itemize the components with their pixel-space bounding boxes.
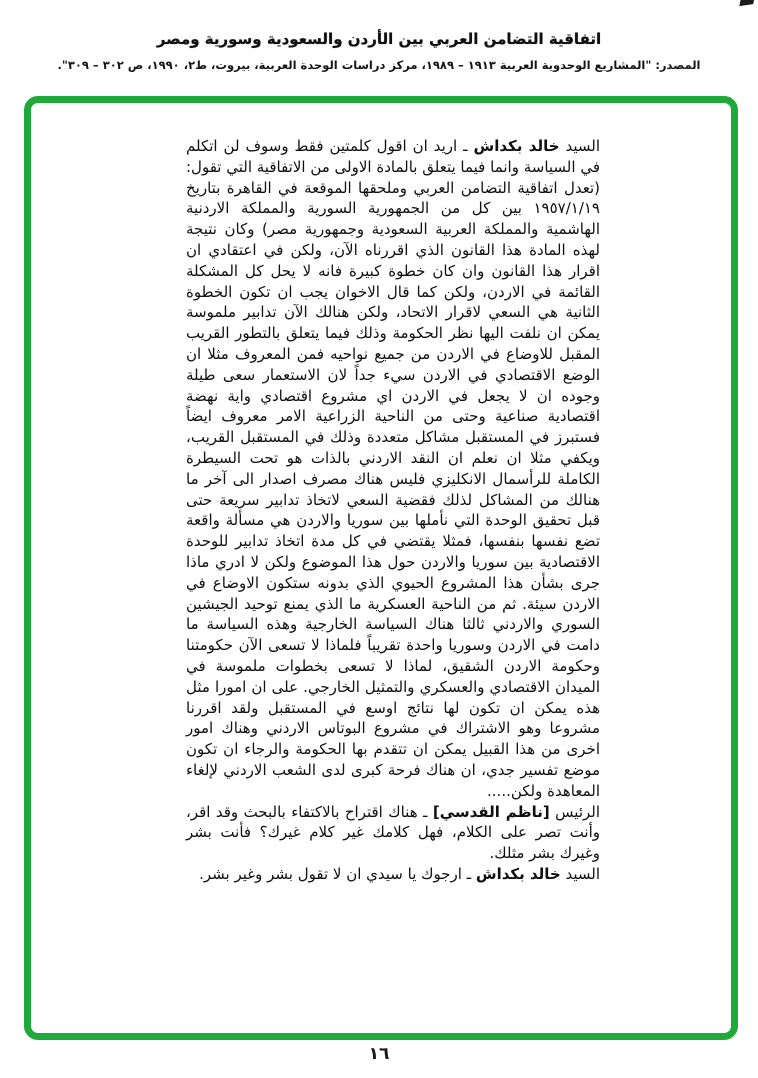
speech-text: ـ ارجوك يا سيدي ان لا تقول بشر وغير بشر. [199, 864, 476, 883]
document-source-citation: المصدر: "المشاريع الوحدوية العربية ١٩١٣ – ١٩٨٩، مركز دراسات الوحدة العربية، بيروت، ط٢، ١٩٩٠، ص ٣٠٢ – ٣٠٩". [57, 58, 701, 72]
speaker-name: [ناظم القدسي] [432, 802, 550, 821]
speech-text: ـ هناك اقتراح بالاكتفاء بالبحث وقد اقر، وأنت تصر على الكلام، فهل كلامك غير كلام غيرك؟ فأنت بشر وغيرك بشر مثلك. [186, 802, 600, 863]
speaker-name: خالد بكداش [475, 864, 561, 883]
speech-text: ـ اريد ان اقول كلمتين فقط وسوف لن اتكلم في السياسة وانما فيما يتعلق بالمادة الاولى من الاتفاقية التي تقول: (تعدل اتفاقية التضامن العربي وملحقها الموقعة في القاهرة بتاريخ ١٩٥٧/١/١٩ بين كل من الجمهورية السورية والمملكة الاردنية الهاشمية والمملكة العربية السعودية وجمهورية مصر) وكان نتيجة لهذه المادة هذا القانون الذي اقررناه الآن، ولكن في اعتقادي ان اقرار هذا القانون وان كان خطوة كبيرة فانه لا يحل كل المشكلة القائمة في الاردن، ولكن كما قال الاخوان يجب ان تكون الخطوة الثانية هي السعي لاقرار الاتحاد، ولكن هنالك الآن تدابير ملموسة يمكن ان نلفت اليها نظر الحكومة وذلك فيما يتعلق بالتطور القريب المقبل للاوضاع في الاردن من جميع نواحيه فمن المعروف مثلا ان الوضع الاقتصادي في الاردن سيء جداً لان الاستعمار سعى طيلة وجوده ان لا يجعل في الاردن اي مشروع اقتصادي واية نهضة اقتصادية صناعية وحتى من الناحية الزراعية الامر معروف ايضاً فستبرز في المستقبل مشاكل متعددة وذلك في المستقبل القريب، ويكفي مثلا ان نعلم ان النقد الاردني بالذات هو تحت السيطرة الكاملة للرأسمال الانكليزي فليس هناك مصرف اصدار الى آخر ما هنالك من المشاكل لذلك فقضية السعي لاتخاذ تدابير سريعة حتى قبل تحقيق الوحدة التي نأملها بين سوريا والاردن هي مسألة واقعة تضع نفسها بنفسها، فمثلا يقتضي في كل مدة اتخاذ تدابير للوحدة الاقتصادية بين سوريا والاردن حول هذا الموضوع ولكن لا ادري ماذا جرى بشأن هذا المشروع الحيوي الذي بدونه ستكون الاوضاع في الاردن سيئة. ثم من الناحية العسكرية ما الذي يمنع توحيد الجيشين السوري والاردني ثالثا هناك السياسة الخارجية وهذه السياسة ما دامت في الاردن وسوريا واحدة تقريباً فلماذا لا تسعى الآن حكومتنا وحكومة الاردن الشقيق، لماذا لا تسعى بخطوات ملموسة في الميدان الاقتصادي والعسكري والتمثيل الخارجي. على ان امورا مثل هذه يمكن ان تكون لها نتائج اوسع في المستقبل ولقد اقررنا مشروعا وهو الاشتراك في مشروع البوتاس الاردني وهناك امور اخرى من هذا القبيل يمكن ان تتقدم بها الحكومة والرجاء ان تكون موضع تفسير جدي، ان هناك فرحة كبرى لدى الشعب الاردني لإلغاء المعاهدة ولكن..... [186, 137, 600, 800]
document-header [0, 30, 758, 72]
transcript-paragraph [186, 136, 600, 802]
transcript-paragraph [186, 802, 600, 864]
scan-artifact-mark [739, 0, 754, 6]
document-title: اتفاقية التضامن العربي بين الأردن والسعودية وسورية ومصر [156, 30, 602, 48]
speaker-name: خالد بكداش [473, 137, 560, 155]
speaker-prefix: السيد [559, 137, 601, 155]
page-number: ١٦ [368, 1044, 390, 1064]
speaker-prefix: السيد [560, 864, 600, 883]
transcript-paragraph [186, 864, 600, 885]
speaker-prefix: الرئيس [549, 802, 601, 821]
transcript-text-column [186, 136, 600, 885]
